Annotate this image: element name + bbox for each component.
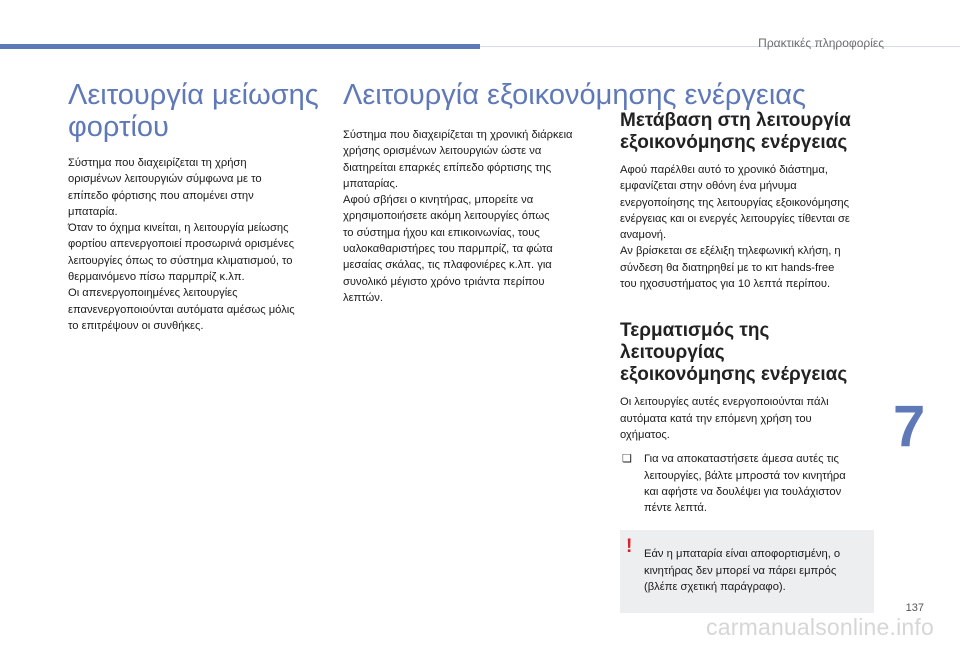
right-column bbox=[620, 110, 878, 613]
energy-saving-title: Λειτουργία εξοικονόμησης ενέργειας bbox=[343, 79, 807, 111]
bullet-icon: ❏ bbox=[622, 453, 632, 466]
exit-mode-text: Οι λειτουργίες αυτές ενεργοποιούνται πάλι αυτόματα κατά την επόμενη χρήση του οχήματος. bbox=[620, 396, 829, 441]
load-reduction-title: Λειτουργία μείωσης φορτίου bbox=[68, 79, 319, 143]
bullet-text: Για να αποκαταστήσετε άμεσα αυτές τις λειτουργίες, βάλτε μπροστά τον κινητήρα και αφήστε να δουλέψει για τουλάχιστον πέντε λεπτά. bbox=[644, 453, 846, 515]
section-title: Πρακτικές πληροφορίες bbox=[758, 36, 884, 50]
left-column bbox=[68, 79, 326, 334]
energy-saving-text: Σύστημα που διαχειρίζεται τη χρονική διάρκεια χρήσης ορισμένων λειτουργιών ώστε να διατηρείται επαρκές επίπεδο φόρτισης της μπαταρίας. Αφού σβήσει ο κινητήρας, μπορείτε να χρησιμοποιήσετε ακόμη λειτουργίες όπως το σύστημα ήχου και επικοινωνίας, τους υαλοκαθαριστήρες του παρμπρίζ, τα φώτα μεσαίας σκάλας, τις πλαφονιέρες κ.λπ. για συνολικό μέγιστο χρόνο τριάντα περίπου λεπτών. bbox=[343, 129, 573, 304]
warning-icon: ! bbox=[626, 536, 633, 558]
instruction-bullet bbox=[620, 451, 878, 516]
middle-column bbox=[343, 127, 605, 306]
switch-mode-text: Αφού παρέλθει αυτό το χρονικό διάστημα, εμφανίζεται στην οθόνη ένα μήνυμα ενεργοποίησης της λειτουργίας εξοικονόμησης ενέργειας και οι ενεργές λειτουργίες τίθενται σε αναμονή. Αν βρίσκεται σε εξέλιξη τηλεφωνική κλήση, η σύνδεση θα διατηρηθεί με το κιτ hands-free του ηχοσυστήματος για 10 λεπτά περίπου. bbox=[620, 164, 850, 291]
warning-text: Εάν η μπαταρία είναι αποφορτισμένη, ο κινητήρας δεν μπορεί να πάρει εμπρός (βλέπε σχετική παράγραφο). bbox=[644, 548, 841, 594]
header-accent-bar bbox=[0, 44, 480, 49]
load-reduction-text: Σύστημα που διαχειρίζεται τη χρήση ορισμένων λειτουργιών σύμφωνα με το επίπεδο φόρτισης που απομένει στην μπαταρία. Όταν το όχημα κινείται, η λειτουργία μείωσης φορτίου απενεργοποιεί προσωρινά ορισμένες λειτουργίες όπως το σύστημα κλιματισμού, το θερμαινόμενο πίσω παρμπρίζ κ.λπ. Οι απενεργοποιημένες λειτουργίες επανενεργοποιούνται αυτόματα αμέσως μόλις το επιτρέψουν οι συνθήκες. bbox=[68, 157, 295, 332]
page-number: 137 bbox=[905, 602, 924, 614]
header-divider bbox=[480, 46, 960, 47]
watermark: carmanualsonline.info bbox=[706, 614, 934, 640]
chapter-number: 7 bbox=[893, 394, 926, 459]
warning-box bbox=[620, 530, 874, 613]
exit-mode-heading: Τερματισμός της λειτουργίας εξοικονόμησης ενέργειας bbox=[620, 320, 848, 386]
switch-mode-heading: Μετάβαση στη λειτουργία εξοικονόμησης ενέργειας bbox=[620, 110, 851, 153]
